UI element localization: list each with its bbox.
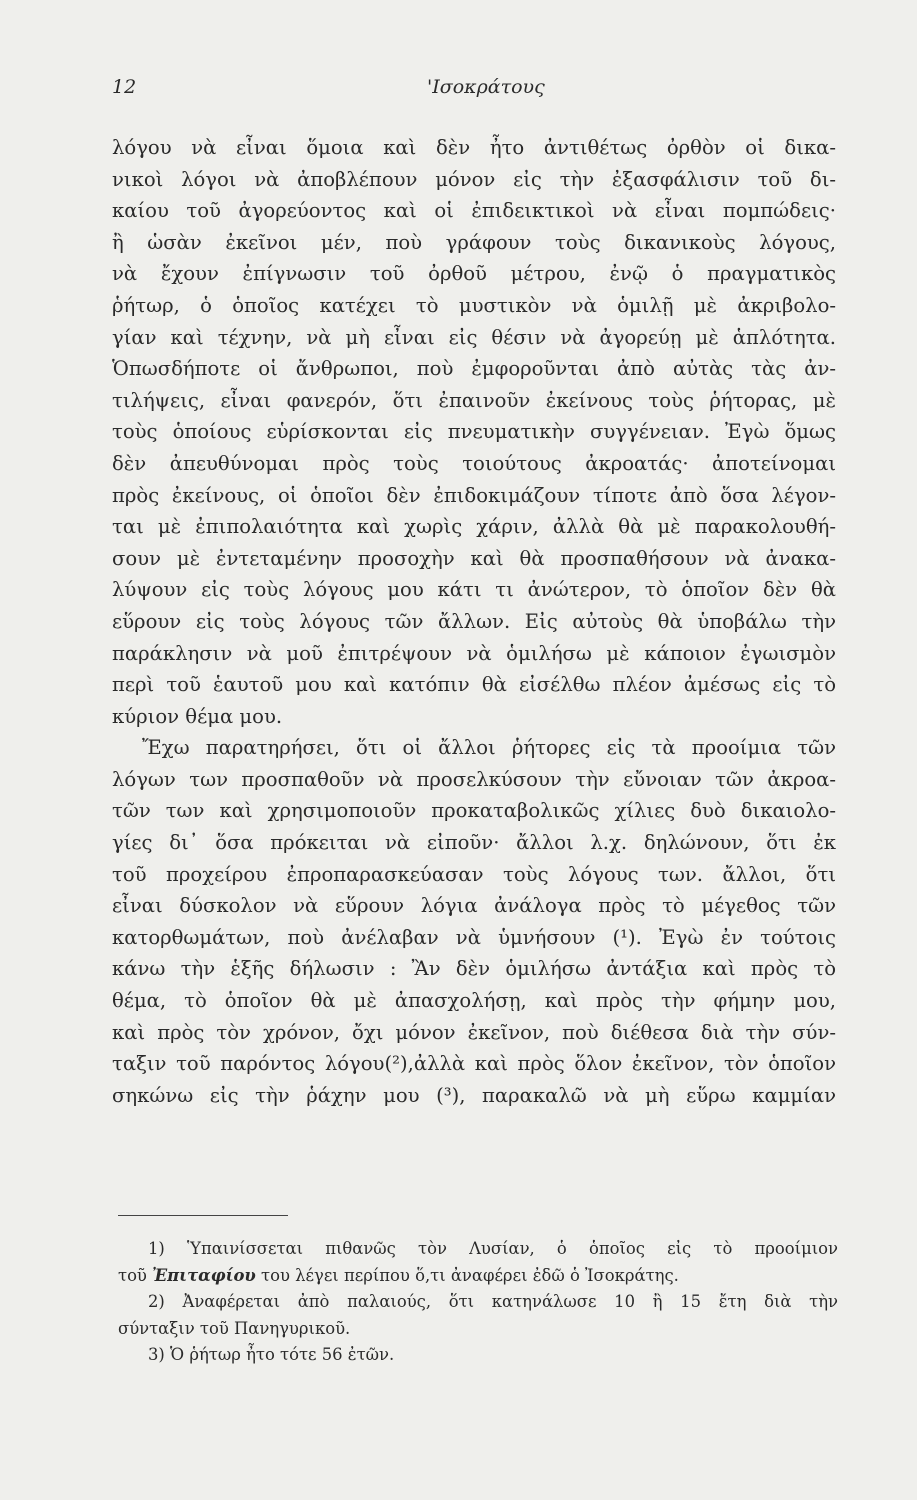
footnote-1-post: του λέγει περίπου ὅ,τι ἀναφέρει ἐδῶ ὁ Ἰσοκράτης.: [261, 1265, 679, 1285]
footnote-1-line-1: 1) Ὑπαινίσσεται πιθανῶς τὸν Λυσίαν, ὁ ὁποῖος εἰς τὸ προοίμιον: [148, 1239, 838, 1258]
text-line: τῶν των καὶ χρησιμοποιοῦν προκαταβολικῶς χίλιες δυὸ δικαιολο-: [112, 799, 836, 823]
text-line: λόγων των προσπαθοῦν νὰ προσελκύσουν τὴν εὔνοιαν τῶν ἀκροα-: [112, 767, 836, 791]
footnote-2-line-2: σύνταξιν τοῦ Πανηγυρικοῦ.: [118, 1318, 351, 1338]
body-text: [112, 132, 836, 1111]
text-line: δὲν ἀπευθύνομαι πρὸς τοὺς τοιούτους ἀκροατάς· ἀποτείνομαι: [112, 451, 836, 475]
text-line: λύψουν εἰς τοὺς λόγους μου κάτι τι ἀνώτερον, τὸ ὁποῖον δὲν θὰ: [112, 578, 836, 602]
running-head: [112, 76, 832, 100]
text-line: νὰ ἔχουν ἐπίγνωσιν τοῦ ὀρθοῦ μέτρου, ἐνῷ ὁ πραγματικὸς: [112, 262, 836, 286]
footnote-3: 3) Ὁ ῥήτωρ ἦτο τότε 56 ἐτῶν.: [148, 1345, 395, 1364]
footnote-2-line-1: 2) Ἀναφέρεται ἀπὸ παλαιούς, ὅτι κατηνάλωσε 10 ἢ 15 ἔτη διὰ τὴν: [148, 1292, 838, 1311]
text-line: κύριον θέμα μου.: [112, 704, 283, 728]
footnote-1-bold: Ἐπιταφίου: [152, 1265, 256, 1285]
text-line: τιλήψεις, εἶναι φανερόν, ὅτι ἐπαινοῦν ἐκείνους τοὺς ῥήτορας, μὲ: [112, 388, 836, 412]
running-title: 'Ισοκράτους: [427, 76, 545, 98]
text-line: ῥήτωρ, ὁ ὁποῖος κατέχει τὸ μυστικὸν νὰ ὁμιλῇ μὲ ἀκριβολο-: [112, 293, 836, 317]
text-line: λόγου νὰ εἶναι ὅμοια καὶ δὲν ἦτο ἀντιθέτως ὀρθὸν οἱ δικα-: [112, 136, 836, 159]
text-line: γίαν καὶ τέχνην, νὰ μὴ εἶναι εἰς θέσιν νὰ ἀγορεύῃ μὲ ἁπλότητα.: [112, 325, 836, 349]
text-line: κάνω τὴν ἑξῆς δήλωσιν : Ἂν δὲν ὁμιλήσω ἀντάξια καὶ πρὸς τὸ: [112, 957, 836, 981]
text-line: θέμα, τὸ ὁποῖον θὰ μὲ ἀπασχολήσῃ, καὶ πρὸς τὴν φήμην μου,: [112, 989, 836, 1013]
text-line: γίες δι᾽ ὅσα πρόκειται νὰ εἰποῦν· ἄλλοι λ.χ. δηλώνουν, ὅτι ἐκ: [112, 831, 836, 855]
text-line: παράκλησιν νὰ μοῦ ἐπιτρέψουν νὰ ὁμιλήσω μὲ κάποιον ἐγωισμὸν: [112, 641, 836, 665]
text-line: ται μὲ ἐπιπολαιότητα καὶ χωρὶς χάριν, ἀλλὰ θὰ μὲ παρακολουθή-: [112, 515, 836, 539]
text-line: τοὺς ὁποίους εὑρίσκονται εἰς πνευματικὴν συγγένειαν. Ἐγὼ ὅμως: [112, 420, 836, 444]
text-line: πρὸς ἐκείνους, οἱ ὁποῖοι δὲν ἐπιδοκιμάζουν τίποτε ἀπὸ ὅσα λέγον-: [112, 483, 836, 507]
text-line: καίου τοῦ ἀγορεύοντος καὶ οἱ ἐπιδεικτικοὶ νὰ εἶναι πομπώδεις·: [112, 199, 836, 223]
text-line: περὶ τοῦ ἑαυτοῦ μου καὶ κατόπιν θὰ εἰσέλθω πλέον ἀμέσως εἰς τὸ: [112, 673, 836, 697]
text-line: νικοὶ λόγοι νὰ ἀποβλέπουν μόνον εἰς τὴν ἐξασφάλισιν τοῦ δι-: [112, 167, 836, 191]
text-line: εὕρουν εἰς τοὺς λόγους τῶν ἄλλων. Εἰς αὐτοὺς θὰ ὑποβάλω τὴν: [112, 609, 836, 633]
page-number: 12: [112, 76, 137, 98]
text-line: ταξιν τοῦ παρόντος λόγου(²),ἀλλὰ καὶ πρὸς ὅλον ἐκεῖνον, τὸν ὁποῖον: [112, 1052, 836, 1076]
text-line: Ἔχω παρατηρήσει, ὅτι οἱ ἄλλοι ῥήτορες εἰς τὰ προοίμια τῶν: [142, 736, 836, 760]
text-line: ἢ ὡσὰν ἐκεῖνοι μέν, ποὺ γράφουν τοὺς δικανικοὺς λόγους,: [112, 230, 836, 254]
footnote-1-pre: τοῦ: [118, 1265, 147, 1285]
footnote-1-line-2: [118, 1263, 838, 1290]
text-line: καὶ πρὸς τὸν χρόνον, ὄχι μόνον ἐκεῖνον, ποὺ διέθεσα διὰ τὴν σύν-: [112, 1020, 836, 1044]
footnote-rule: [118, 1215, 288, 1216]
text-line: τοῦ προχείρου ἐπροπαρασκεύασαν τοὺς λόγους των. ἄλλοι, ὅτι: [112, 862, 836, 886]
text-line: σουν μὲ ἐντεταμένην προσοχὴν καὶ θὰ προσπαθήσουν νὰ ἀνακα-: [112, 546, 836, 570]
text-line: εἶναι δύσκολον νὰ εὕρουν λόγια ἀνάλογα πρὸς τὸ μέγεθος τῶν: [112, 894, 836, 918]
text-line: κατορθωμάτων, ποὺ ἀνέλαβαν νὰ ὑμνήσουν (¹). Ἐγὼ ἐν τούτοις: [112, 925, 836, 949]
footnotes: [118, 1236, 838, 1369]
text-line: σηκώνω εἰς τὴν ῥάχην μου (³), παρακαλῶ νὰ μὴ εὕρω καμμίαν: [112, 1083, 836, 1107]
text-line: Ὁπωσδήποτε οἱ ἄνθρωποι, ποὺ ἐμφοροῦνται ἀπὸ αὐτὰς τὰς ἀν-: [112, 357, 836, 381]
